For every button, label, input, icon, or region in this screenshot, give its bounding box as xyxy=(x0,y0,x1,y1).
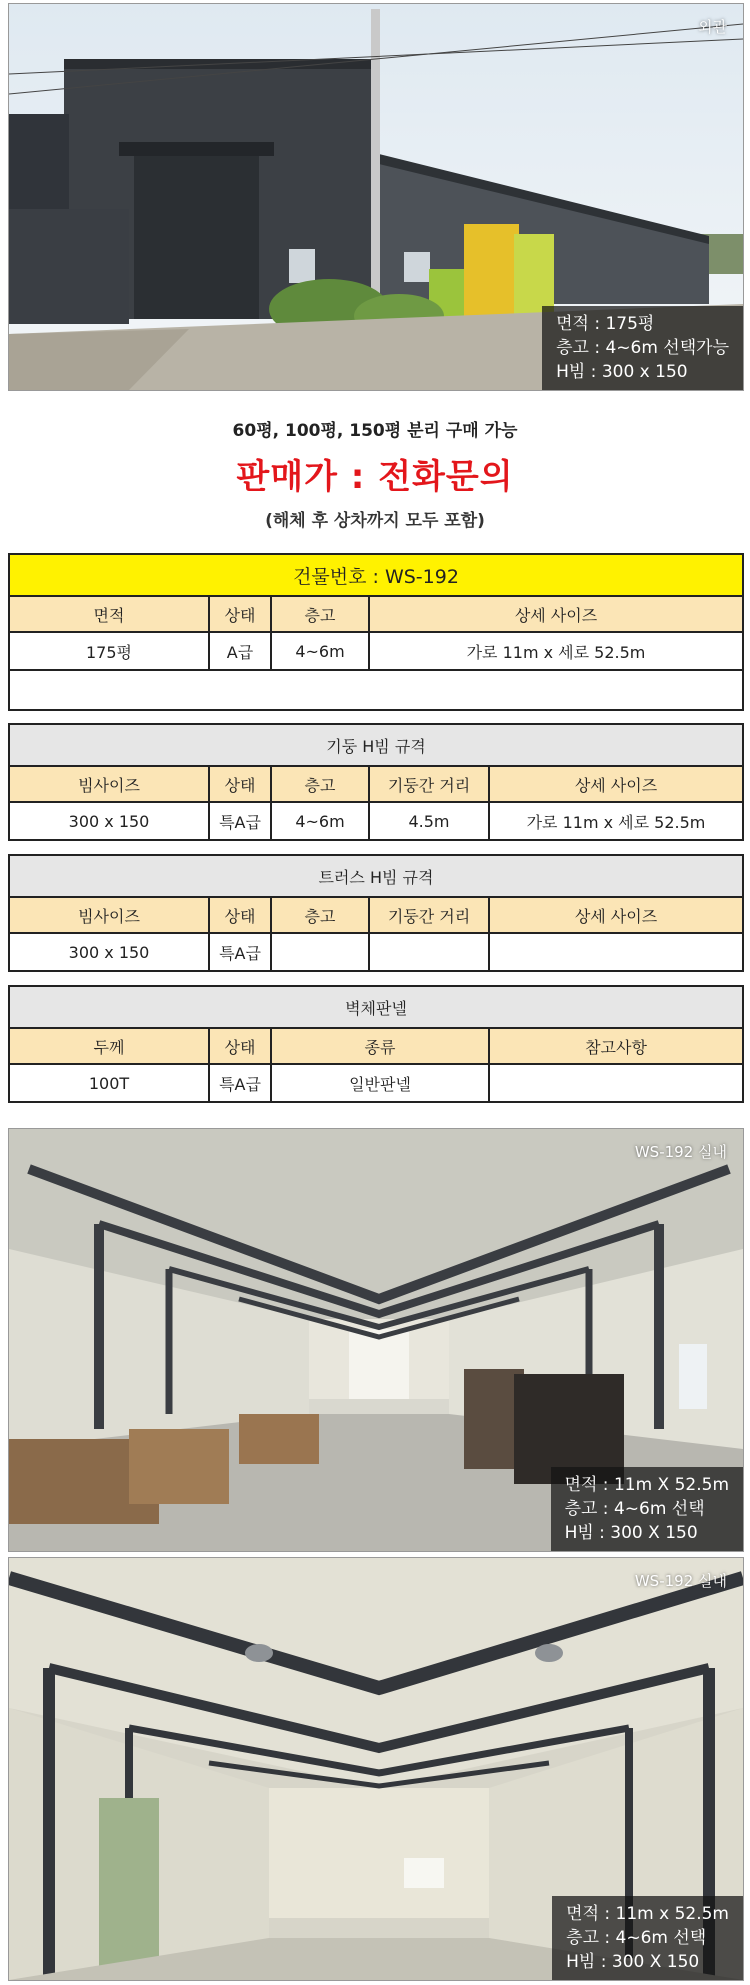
price-text: 판매가 : 전화문의 xyxy=(236,457,514,497)
column-hbeam-table xyxy=(8,723,744,841)
interior-photo-1 xyxy=(8,1128,744,1552)
info-height: 층고 : 4~6m 선택가능 xyxy=(556,338,729,358)
header-height: 층고 xyxy=(271,897,369,933)
column-hbeam-title: 기둥 H빔 규격 xyxy=(9,724,743,766)
header-type: 종류 xyxy=(271,1028,489,1064)
header-status: 상태 xyxy=(209,766,271,802)
wall-panel-title: 벽체판넬 xyxy=(9,986,743,1028)
info-area: 면적 : 175평 xyxy=(556,314,655,334)
header-column-spacing: 기둥간 거리 xyxy=(369,897,489,933)
info-area: 면적 : 11m x 52.5m xyxy=(566,1904,729,1924)
value-detail-size xyxy=(489,933,743,971)
value-height: 4~6m xyxy=(271,802,369,840)
exterior-photo-label: 외관 xyxy=(698,18,727,36)
interior-photo-1-label: WS-192 실내 xyxy=(634,1143,727,1161)
interior-2-info-box xyxy=(552,1896,743,1980)
header-notes: 참고사항 xyxy=(489,1028,743,1064)
exterior-photo xyxy=(8,3,744,391)
value-column-spacing: 4.5m xyxy=(369,802,489,840)
value-thickness: 100T xyxy=(9,1064,209,1102)
info-area: 면적 : 11m X 52.5m xyxy=(564,1475,729,1495)
value-height xyxy=(271,933,369,971)
interior-photo-2-label: WS-192 실내 xyxy=(634,1572,727,1590)
wall-panel-table xyxy=(8,985,744,1103)
value-status: 특A급 xyxy=(209,1064,271,1102)
info-hbeam: H빔 : 300 x 150 xyxy=(556,362,688,382)
header-beam-size: 빔사이즈 xyxy=(9,897,209,933)
header-detail-size: 상세 사이즈 xyxy=(489,897,743,933)
header-height: 층고 xyxy=(271,766,369,802)
header-detail-size: 상세 사이즈 xyxy=(489,766,743,802)
value-column-spacing xyxy=(369,933,489,971)
headline-block xyxy=(0,410,750,531)
value-status: A급 xyxy=(209,632,271,670)
empty-row xyxy=(9,670,743,710)
value-type: 일반판넬 xyxy=(271,1064,489,1102)
truss-hbeam-title: 트러스 H빔 규격 xyxy=(9,855,743,897)
info-height: 층고 : 4~6m 선택 xyxy=(566,1928,707,1948)
value-beam-size: 300 x 150 xyxy=(9,933,209,971)
value-beam-size: 300 x 150 xyxy=(9,802,209,840)
truss-hbeam-table xyxy=(8,854,744,972)
exterior-info-box xyxy=(542,306,743,390)
value-detail-size: 가로 11m x 세로 52.5m xyxy=(369,632,743,670)
value-detail-size: 가로 11m x 세로 52.5m xyxy=(489,802,743,840)
header-status: 상태 xyxy=(209,897,271,933)
value-height: 4~6m xyxy=(271,632,369,670)
info-height: 층고 : 4~6m 선택 xyxy=(564,1499,705,1519)
value-status: 특A급 xyxy=(209,933,271,971)
info-hbeam: H빔 : 300 X 150 xyxy=(564,1523,698,1543)
header-detail-size: 상세 사이즈 xyxy=(369,596,743,632)
header-status: 상태 xyxy=(209,1028,271,1064)
header-height: 층고 xyxy=(271,596,369,632)
building-number-title: 건물번호 : WS-192 xyxy=(9,554,743,596)
header-area: 면적 xyxy=(9,596,209,632)
interior-1-info-box xyxy=(551,1467,743,1551)
interior-photo-2 xyxy=(8,1557,744,1981)
value-notes xyxy=(489,1064,743,1102)
header-thickness: 두께 xyxy=(9,1028,209,1064)
header-column-spacing: 기둥간 거리 xyxy=(369,766,489,802)
included-note: (해체 후 상차까지 모두 포함) xyxy=(265,511,485,531)
info-hbeam: H빔 : 300 X 150 xyxy=(566,1952,700,1972)
value-status: 특A급 xyxy=(209,802,271,840)
building-table xyxy=(8,553,744,711)
split-purchase-note: 60평, 100평, 150평 분리 구매 가능 xyxy=(232,421,518,441)
value-area: 175평 xyxy=(9,632,209,670)
header-status: 상태 xyxy=(209,596,271,632)
header-beam-size: 빔사이즈 xyxy=(9,766,209,802)
